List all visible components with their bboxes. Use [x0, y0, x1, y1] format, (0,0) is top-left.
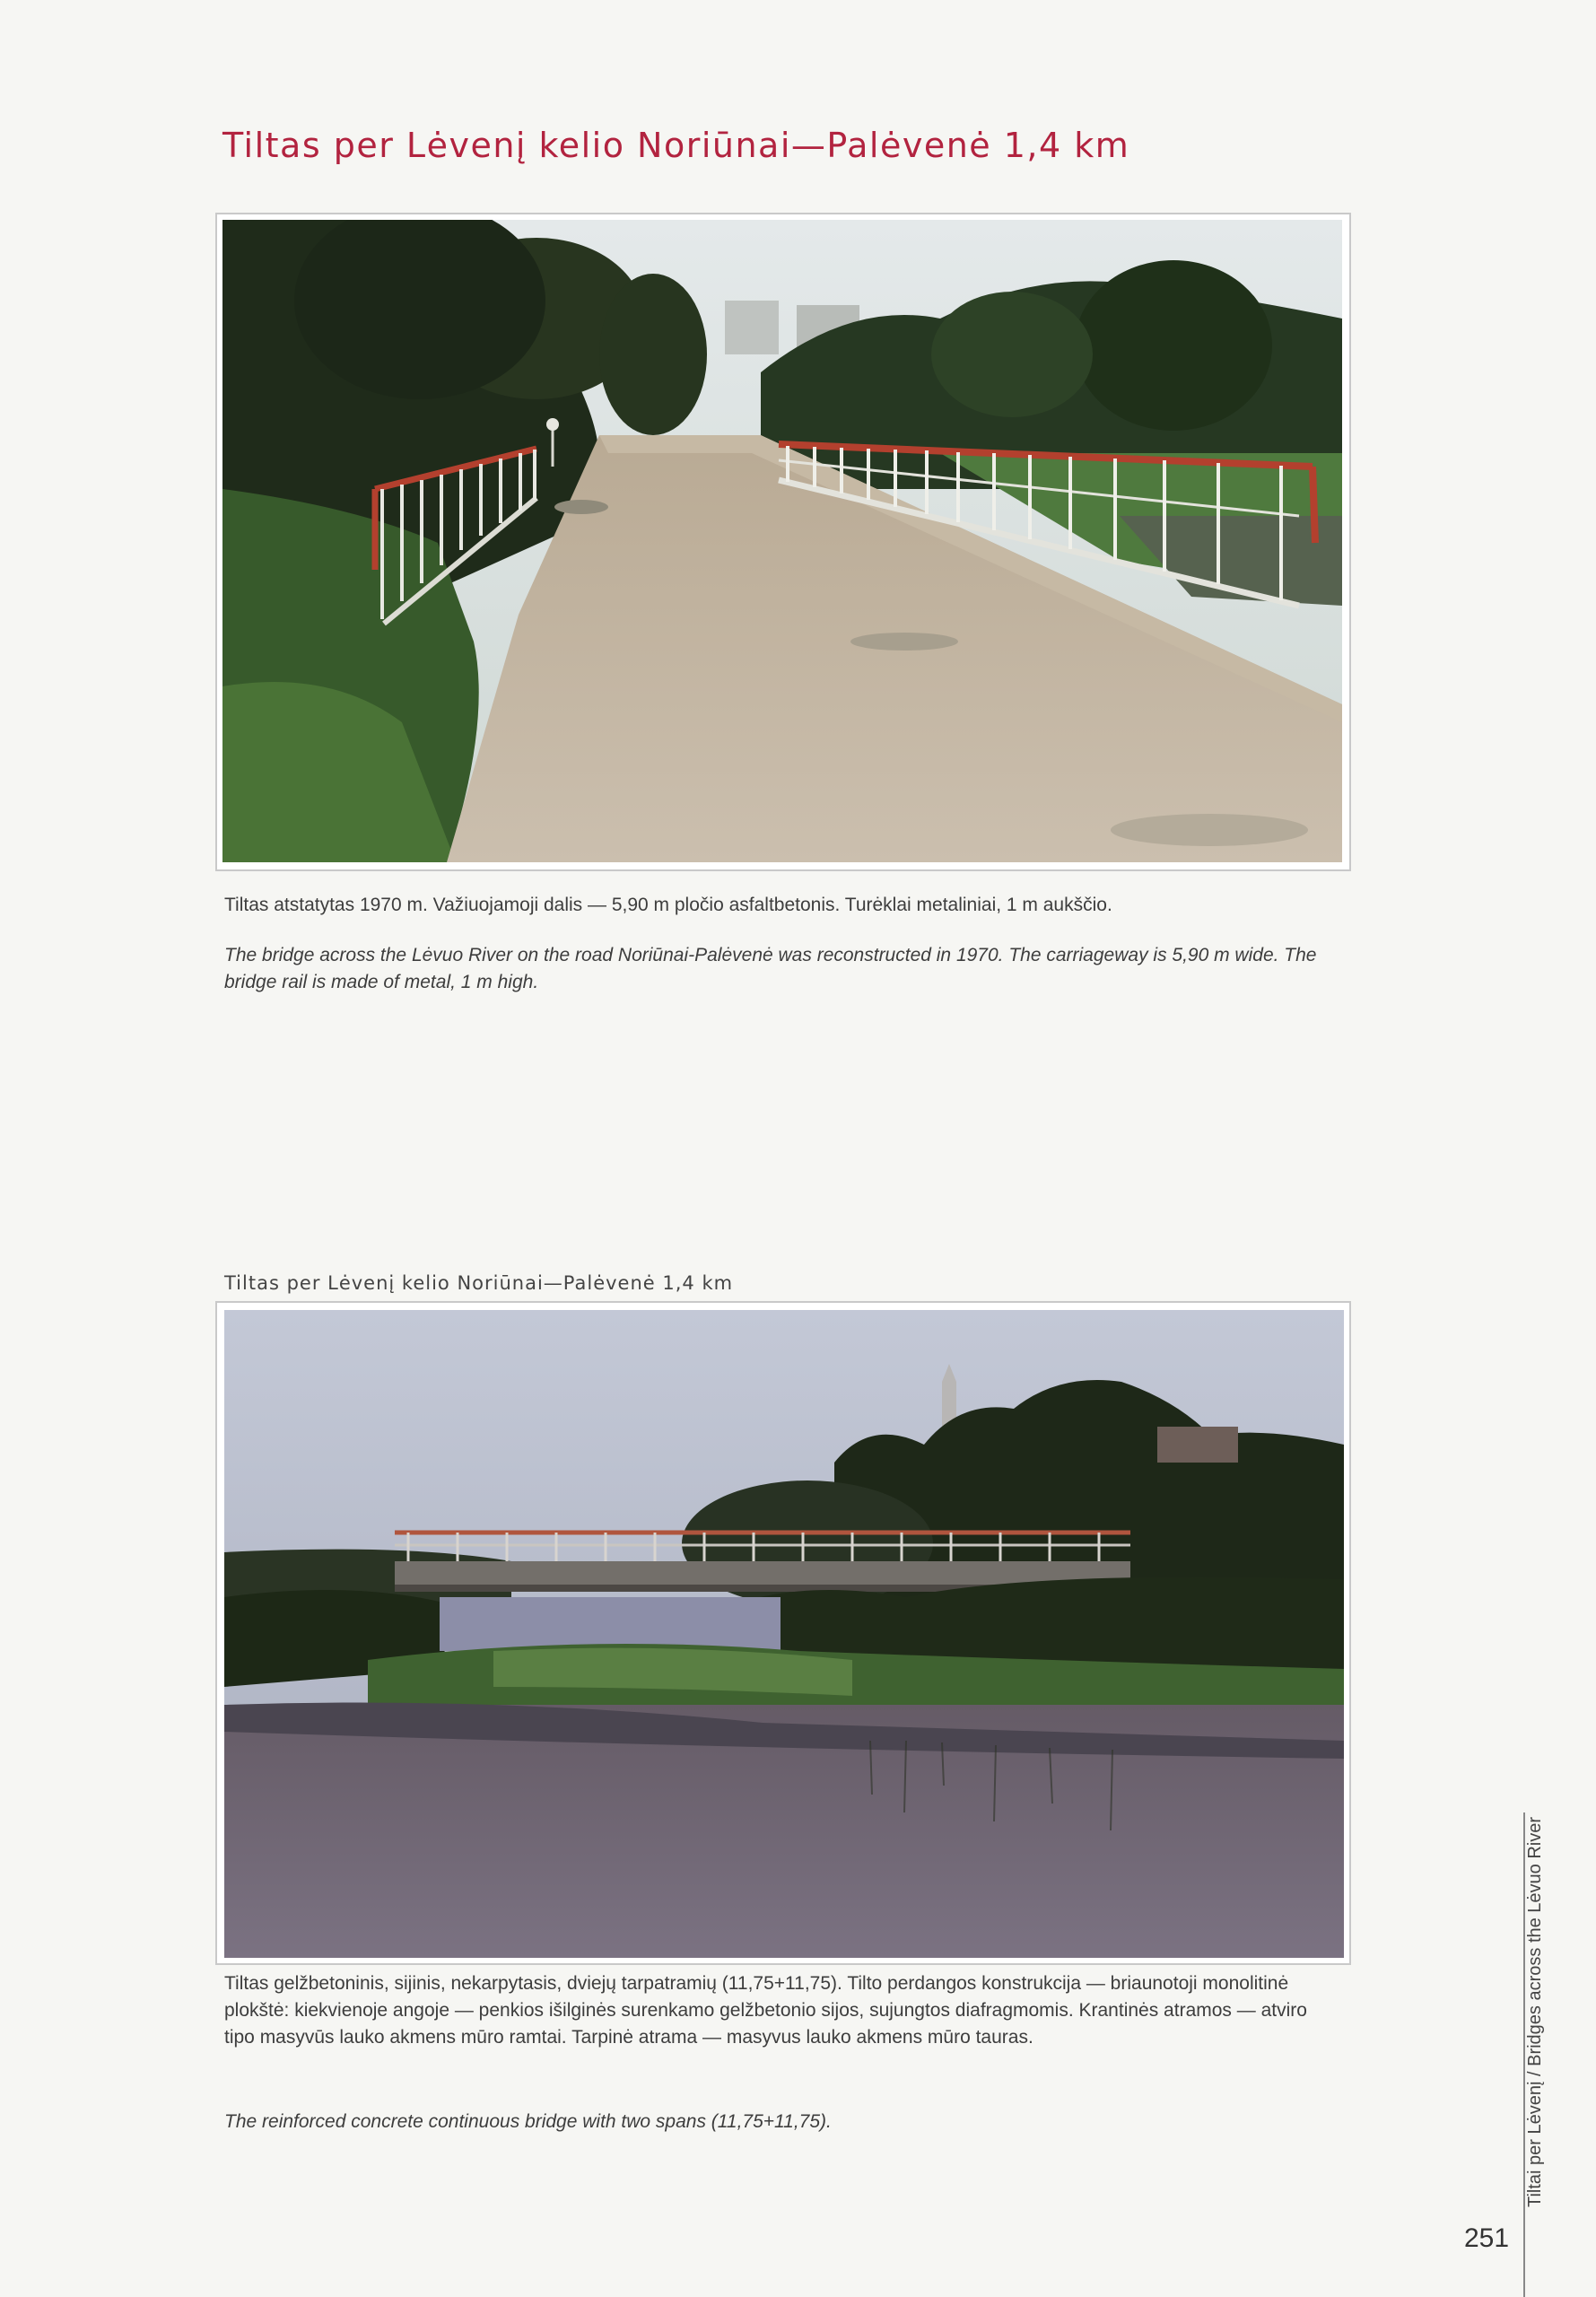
- bridge-road-illustration: [222, 220, 1342, 862]
- caption-en-top: The bridge across the Lėvuo River on the road Noriūnai-Palėvenė was reconstructed in 1970. The carriageway is 5,90 m wide. The bridge rail is made of metal, 1 m high.: [224, 945, 1317, 992]
- bridge-river-photo: [215, 1301, 1351, 1965]
- page-title: Tiltas per Lėvenį kelio Noriūnai—Palėvenė 1,4 km: [222, 126, 1130, 165]
- running-title: Tiltai per Lėvenį / Bridges across the Lėvuo River: [1525, 1816, 1545, 2207]
- bridge-road-photo: [215, 213, 1351, 871]
- section-title: Tiltas per Lėvenį kelio Noriūnai—Palėvenė 1,4 km: [224, 1272, 734, 1294]
- bridge-river-illustration: [224, 1310, 1344, 1958]
- caption-lt-bottom: Tiltas gelžbetoninis, sijinis, nekarpytasis, dviejų tarpatramių (11,75+11,75). Tilto perdangos konstrukcija — briaunotoji monolitinė plokštė: kiekvienoje angoje — penkios išilginės surenkamo gelžbetonio sijos, sujungtos diafragmomis. Krantinės atramos — atviro tipo masyvūs lauko akmens mūro ramtai. Tarpinė atrama — masyvus lauko akmens mūro tauras.: [224, 1973, 1307, 2048]
- caption-lt-top: Tiltas atstatytas 1970 m. Važiuojamoji dalis — 5,90 m pločio asfaltbetonis. Turėklai metaliniai, 1 m aukščio.: [224, 895, 1112, 915]
- caption-en-bottom: The reinforced concrete continuous bridge with two spans (11,75+11,75).: [224, 2111, 832, 2132]
- page-number: 251: [1464, 2223, 1510, 2253]
